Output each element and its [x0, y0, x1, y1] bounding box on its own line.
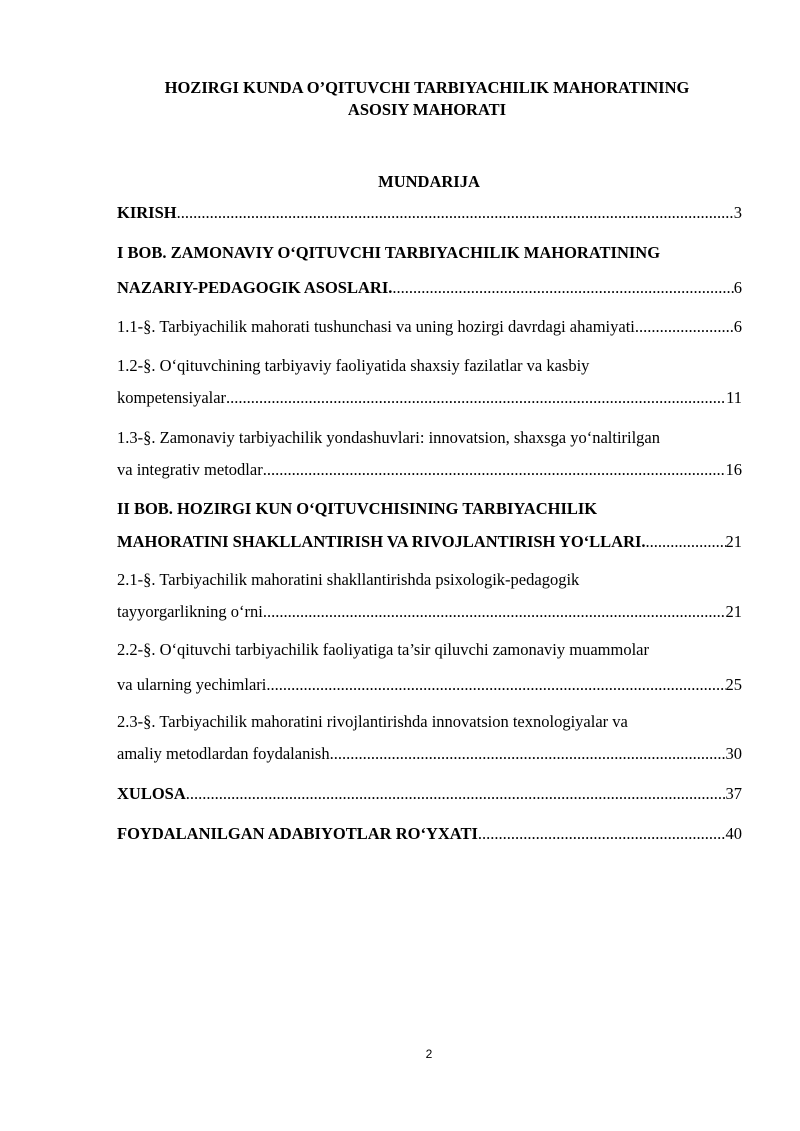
toc-entry-page: 25	[725, 675, 742, 694]
toc-entry-text: tayyorgarlikning o‘rni	[117, 602, 263, 621]
dot-leader	[639, 316, 734, 338]
toc-entry-line: I BOB. ZAMONAVIY O‘QITUVCHI TARBIYACHILIK MAHORATINING	[117, 243, 661, 262]
title-line-1: HOZIRGI KUNDA O’QITUVCHI TARBIYACHILIK MAHORATINING	[164, 78, 690, 97]
dot-leader	[186, 783, 726, 805]
dot-leader	[478, 823, 726, 845]
dot-leader	[177, 202, 734, 224]
toc-entry-text: KIRISH	[117, 203, 177, 222]
dot-leader	[646, 531, 726, 553]
toc-entry-page: 6	[733, 317, 742, 336]
dot-leader	[263, 601, 726, 623]
title-line-2: ASOSIY MAHORATI	[347, 100, 507, 119]
toc-entry-text: NAZARIY-PEDAGOGIK ASOSLARI.	[117, 278, 393, 297]
dot-leader	[263, 459, 726, 481]
toc-entry-text: MAHORATINI SHAKLLANTIRISH VA RIVOJLANTIRISH YO‘LLARI.	[117, 532, 646, 551]
toc-entry-line: 2.3-§. Tarbiyachilik mahoratini rivojlantirishda innovatsion texnologiyalar va	[117, 712, 628, 731]
toc-entry-line: 2.1-§. Tarbiyachilik mahoratini shakllantirishda psixologik-pedagogik	[117, 570, 580, 589]
toc-heading: MUNDARIJA	[378, 172, 480, 191]
document-title	[100, 77, 754, 121]
toc-entry-line: 1.2-§. O‘qituvchining tarbiyaviy faoliyatida shaxsiy fazilatlar va kasbiy	[117, 356, 590, 375]
toc-entry-page: 21	[725, 602, 742, 621]
toc-entry-line: 2.2-§. O‘qituvchi tarbiyachilik faoliyatiga ta’sir qiluvchi zamonaviy muammolar	[117, 640, 649, 659]
toc-entry-page: 21	[725, 532, 742, 551]
toc-entry-text: XULOSA	[117, 784, 186, 803]
toc-entry-page: 37	[725, 784, 742, 803]
dot-leader	[226, 387, 726, 409]
toc-entry-text: va ularning yechimlari	[117, 675, 267, 694]
toc-entry-page: 16	[725, 460, 742, 479]
toc-entry-page: 30	[725, 744, 742, 763]
toc-entry-text: va integrativ metodlar	[117, 460, 263, 479]
toc-entry-line: II BOB. HOZIRGI KUN O‘QITUVCHISINING TARBIYACHILIK	[117, 499, 598, 518]
toc-entry-page: 11	[726, 388, 742, 407]
toc-entry-text: amaliy metodlardan foydalanish	[117, 744, 330, 763]
toc-entry-text: 1.1-§. Tarbiyachilik mahorati tushunchasi va uning hozirgi davrdagi ahamiyati.	[117, 317, 639, 336]
dot-leader	[392, 277, 733, 299]
toc-entry-text: FOYDALANILGAN ADABIYOTLAR RO‘YXATI	[117, 824, 478, 843]
toc-entry-page: 3	[733, 203, 742, 222]
dot-leader	[330, 743, 726, 765]
toc-entry-line: 1.3-§. Zamonaviy tarbiyachilik yondashuvlari: innovatsion, shaxsga yo‘naltirilgan	[117, 428, 661, 447]
page-number: 2	[425, 1047, 433, 1061]
toc-entry-page: 40	[725, 824, 742, 843]
toc-entry-page: 6	[733, 278, 742, 297]
toc-entry-text: kompetensiyalar	[117, 388, 227, 407]
dot-leader	[266, 674, 725, 696]
